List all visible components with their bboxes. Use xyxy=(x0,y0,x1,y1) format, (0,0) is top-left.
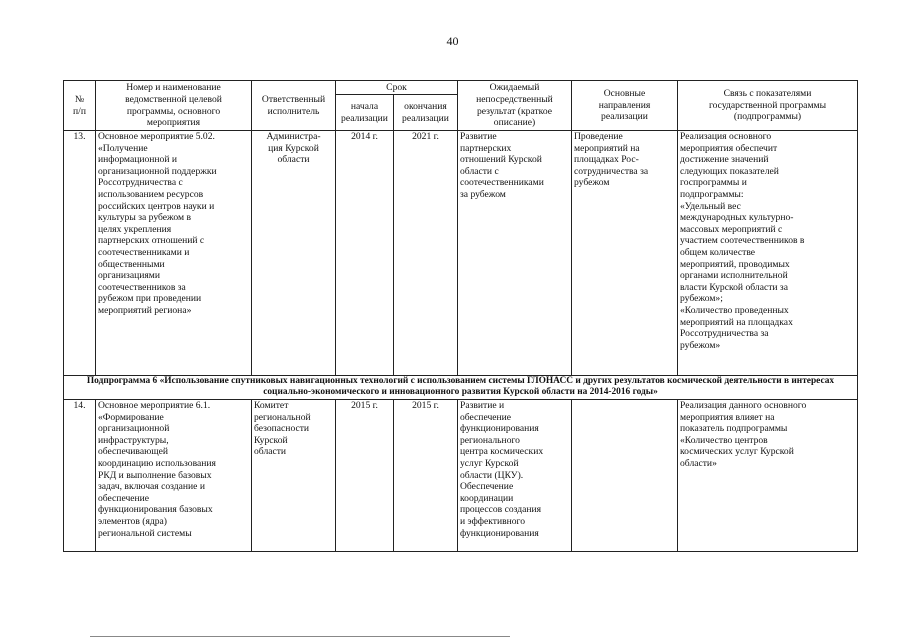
row-executor: Комитет региональной безопасности Курской области xyxy=(252,400,336,552)
row-start: 2015 г. xyxy=(336,400,394,552)
row-name: Основное мероприятие 6.1. «Формирование организационной инфраструктуры, обеспечивающей координацию использования РКД и выполнение базовых задач, включая создание и обеспечение функционирования базовых элементов (ядра) региональной системы xyxy=(96,400,252,552)
header-executor: Ответственный исполнитель xyxy=(252,81,336,131)
header-result: Ожидаемый непосредственный результат (краткое описание) xyxy=(458,81,572,131)
header-directions: Основные направления реализации xyxy=(572,81,678,131)
page-number: 40 xyxy=(446,34,459,48)
header-link: Связь с показателями государственной программы (подпрограммы) xyxy=(678,81,858,131)
row-directions: Проведение мероприятий на площадках Рос- сотрудничества за рубежом xyxy=(572,131,678,376)
table-row xyxy=(64,131,858,376)
header-num: № п/п xyxy=(64,81,96,131)
row-end: 2021 г. xyxy=(394,131,458,376)
row-executor: Администра- ция Курской области xyxy=(252,131,336,376)
row-result: Развитие партнерских отношений Курской области с соотечественниками за рубежом xyxy=(458,131,572,376)
subprogram-title: Подпрограмма 6 «Использование спутниковых навигационных технологий с использованием системы ГЛОНАСС и других результатов космической деятельности в интересах социально-экономического и инновационного развития Курской области на 2014-2016 годы» xyxy=(64,376,858,400)
row-end: 2015 г. xyxy=(394,400,458,552)
row-name: Основное мероприятие 5.02. «Получение информационной и организационной поддержки Россотрудничества с использованием ресурсов российских центров науки и культуры за рубежом в целях укрепления партнерских отношений с соотечественниками и общественными организациями соотечественников за рубежом при проведении мероприятий региона» xyxy=(96,131,252,376)
bottom-rule xyxy=(90,636,510,637)
row-link: Реализация основного мероприятия обеспечит достижение значений следующих показателей госпрограммы и подпрограммы: «Удельный вес международных культурно- массовых мероприятий с участием соотечественников в общем количестве мероприятий, проводимых органами исполнительной власти Курской области за рубежом»; «Количество проведенных мероприятий на площадках Россотрудничества за рубежом» xyxy=(678,131,858,376)
measures-table xyxy=(63,80,858,552)
row-num: 13. xyxy=(64,131,96,376)
table-row xyxy=(64,400,858,552)
row-num: 14. xyxy=(64,400,96,552)
subprogram-row xyxy=(64,376,858,400)
header-name: Номер и наименование ведомственной целевой программы, основного мероприятия xyxy=(96,81,252,131)
header-end: окончания реализации xyxy=(394,95,458,131)
row-result: Развитие и обеспечение функционирования регионального центра космических услуг Курской области (ЦКУ). Обеспечение координации процессов создания и эффективного функционирования xyxy=(458,400,572,552)
header-start: начала реализации xyxy=(336,95,394,131)
header-term: Срок xyxy=(336,81,458,95)
row-start: 2014 г. xyxy=(336,131,394,376)
row-directions xyxy=(572,400,678,552)
row-link: Реализация данного основного мероприятия влияет на показатель подпрограммы «Количество центров космических услуг Курской области» xyxy=(678,400,858,552)
